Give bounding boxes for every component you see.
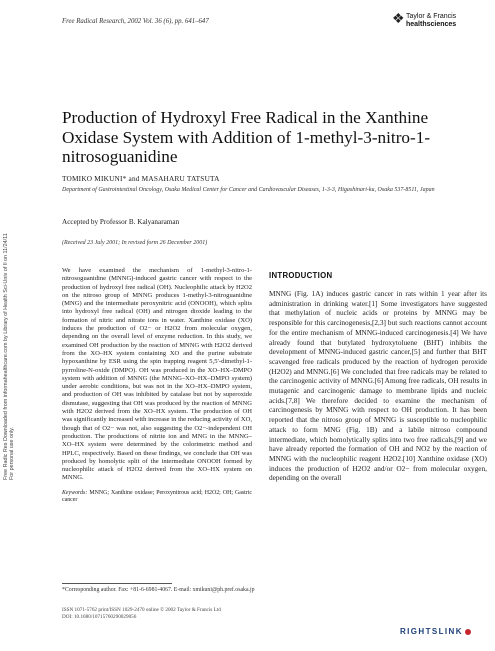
doi: DOI: 10.1080/10715760290029056 — [62, 614, 137, 621]
download-watermark-line1: Free Radic Res Downloaded from informahealthcare.com by Library of Health Sci-Univ of Il on 11/24/11 — [3, 233, 9, 480]
corresponding-author-footnote: *Corresponding author. Fax: +81-6-6981-4067. E-mail: xmikuni@ph.pref.osaka.jp — [62, 587, 255, 593]
abstract-text: We have examined the mechanism of 1-methyl-3-nitro-1-nitrosoguanidine (MNNG)-induced gastric cancer with respect to the production of hydroxyl free radical (OH). Nucleophilic attack by H2O2 on the nitroso group of MNNG produces 1-methyl-3-nitroguanidine (MNG) and the intermediate peroxynitric acid (ONOOH), which splits into hydroxyl free radical (OH) and nitrogen dioxide leading to the formation of nitric and nitrate ions in water. Xanthine oxidase (XO) induces the production of O2− or H2O2 from molecular oxygen, depending on the overall level of enzyme reduction. In this study, we examined OH production by the reaction of MNNG with H2O2 derived from the XO–HX system containing XO and the purine substrate hypoxanthine by ESR using the spin trapping reagent 5,5′-dimethyl-1-pyrroline-N-oxide (DMPO). OH was produced in the XO–HX–DMPO system with addition of MNNG (the MNNG–XO–HX–DMPO system) under aerobic conditions, but was not in the XO–HX–DMPO system, and production of OH was inhibited by catalase but not by superoxide dismutase, suggesting that OH was produced by the reaction of MNNG with H2O2 derived from the XO–HX system. The production of OH was significantly increased with increase in the reducing activity of XO, though that of O2− was not, also suggesting the O2−-independent OH production. The productions of nitrite ion and MNG in the MNNG–XO–HX system were determined by the colorimetric method and HPLC, respectively. Based on these findings, we conclude that OH was produced by homolytic split of the intermediate ONOOH formed by nucleophilic attack of H2O2 derived from the XO–HX system on MNNG. — [62, 267, 252, 482]
download-watermark-line2: For personal use only. — [9, 427, 15, 480]
publisher-name: Taylor & Francis — [406, 13, 457, 20]
rightslink-dot-icon — [465, 629, 471, 635]
publisher-division: healthsciences — [406, 21, 457, 28]
footnote-rule — [62, 583, 172, 584]
introduction — [269, 289, 487, 483]
issn-doi — [62, 607, 221, 621]
keywords — [62, 490, 252, 505]
author-affiliation: Department of Gastrointestinal Oncology, Osaka Medical Center for Cancer and Cardiovascular Diseases, 1-3-3, Higashinari-ku, Osaka 537-8511, Japan — [62, 187, 435, 193]
received-dates: (Received 23 July 2001; In revised form 26 December 2001) — [62, 240, 208, 246]
keywords-list: MNNG; Xanthine oxidase; Peroxynitrous acid; H2O2; OH; Gastric cancer — [62, 489, 252, 504]
tf-book-icon: ❖ — [392, 12, 405, 27]
rightslink-text: RIGHTSLINK — [400, 627, 463, 636]
journal-citation: Free Radical Research, 2002 Vol. 36 (6), pp. 641–647 — [62, 18, 209, 25]
article-authors: TOMIKO MIKUNI* and MASAHARU TATSUTA — [62, 174, 220, 183]
section-heading-introduction: INTRODUCTION — [269, 271, 333, 280]
rightslink-logo[interactable] — [400, 627, 471, 636]
publisher-logo[interactable] — [392, 12, 476, 34]
accepted-by: Accepted by Professor B. Kalyanaraman — [62, 218, 180, 226]
download-watermark — [2, 180, 14, 480]
introduction-text: MNNG (Fig. 1A) induces gastric cancer in rats within 1 year after its administration in drinking water.[1] Some investigators have suggested that methylation of nucleic acids or proteins by MNNG may be responsible for this carcinogenesis,[2,3] but such reactions cannot account for the entire mechanism of MNNG-induced carcinogenesis.[4] We have already found that butylated hydroxytoluene (BHT) inhibits the development of MNNG-induced gastric cancer,[5] and further that BHT scavenged free radicals produced by the reaction of hydrogen peroxide (H2O2) and MNNG.[6] We concluded that free radicals may be related to the carcinogenic activity of MNNG.[6] Among free radicals, OH results in mutagenic and carcinogenic damage to membrane lipids and nucleic acids.[7,8] We therefore decided to examine the mechanism of carcinogenesis by MNNG with respect to OH production. It has been reported that the nitroso group of MNNG is susceptible to nucleophilic attack to form MNG (Fig. 1B) and a labile nitroso compound intermediate, which homolytically splits into two free radicals,[9] and we have already reported the formation of OH and NO2 by the reaction of MNNG with the nucleophilic reagent H2O2.[10] Xanthine oxidase (XO) induces the production of H2O2 and/or O2− from molecular oxygen, depending on the overall — [269, 289, 487, 483]
article-title: Production of Hydroxyl Free Radical in the Xanthine Oxidase System with Addition of 1-methyl-3-nitro-1-nitrosoguanidine — [62, 108, 431, 166]
issn: ISSN 1071-5762 print/ISSN 1029-2470 online © 2002 Taylor & Francis Ltd — [62, 607, 221, 613]
keywords-label: Keywords: — [62, 489, 88, 496]
abstract — [62, 267, 252, 505]
